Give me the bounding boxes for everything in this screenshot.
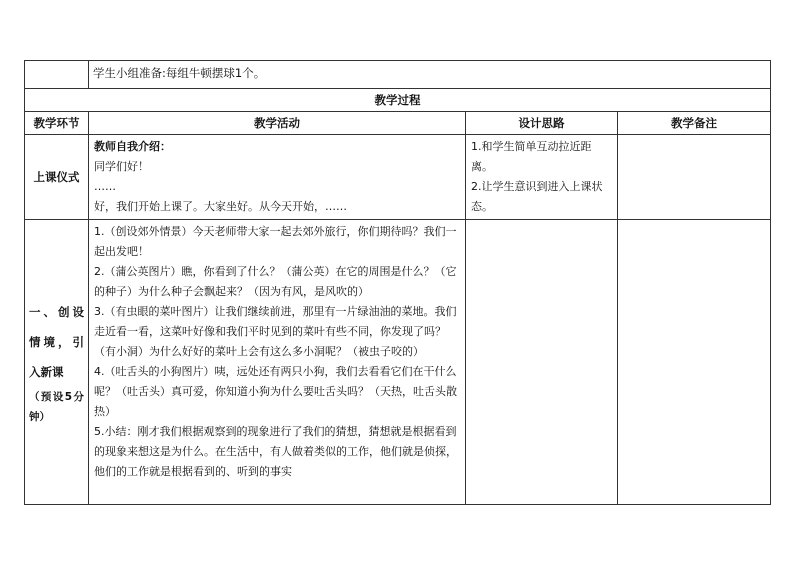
prep-row-empty-cell [25, 61, 89, 89]
section-title-row [25, 89, 771, 112]
design-line: 2.让学生意识到进入上课状态。 [471, 180, 603, 213]
remarks-introduction [618, 220, 771, 505]
activity-line: 5.小结：刚才我们根据观察到的现象进行了我们的猜想，猜想就是根据看到的现象来想这是为什么。在生活中，有人做着类似的工作，他们就是侦探，他们的工作就是根据看到的、听到的事实 [94, 425, 457, 478]
header-activity: 教学活动 [89, 112, 466, 135]
activity-introduction [89, 220, 466, 505]
stage-class-ritual: 上课仪式 [25, 135, 89, 220]
activity-line: 4.（吐舌头的小狗图片）咦，远处还有两只小狗，我们去看看它们在干什么呢？（吐舌头）真可爱，你知道小狗为什么要吐舌头吗？（天热，吐舌头散热） [94, 365, 457, 418]
activity-line: 1.（创设郊外情景）今天老师带大家一起去郊外旅行，你们期待吗？我们一起出发吧！ [94, 225, 457, 258]
activity-class-ritual [89, 135, 466, 220]
activity-line: …… [94, 180, 116, 193]
activity-line: 教师自我介绍： [94, 140, 171, 153]
row-introduction [25, 220, 771, 505]
stage-introduction-title: 一、创设情境，引入新课 [29, 305, 84, 379]
row-class-ritual [25, 135, 771, 220]
section-title: 教学过程 [25, 89, 771, 112]
activity-line: 同学们好！ [94, 160, 149, 173]
design-line: 1.和学生简单互动拉近距离。 [471, 140, 592, 173]
stage-introduction-time: （预设5分钟） [29, 391, 84, 423]
remarks-class-ritual [618, 135, 771, 220]
lesson-plan-table [24, 60, 771, 505]
header-design: 设计思路 [466, 112, 618, 135]
header-row [25, 112, 771, 135]
prep-text: 学生小组准备:每组牛顿摆球1个。 [89, 61, 771, 89]
header-stage: 教学环节 [25, 112, 89, 135]
stage-introduction [25, 220, 89, 505]
design-class-ritual [466, 135, 618, 220]
header-remarks: 教学备注 [618, 112, 771, 135]
activity-line: 2.（蒲公英图片）瞧，你看到了什么？（蒲公英）在它的周围是什么？（它的种子）为什么种子会飘起来？（因为有风，是风吹的） [94, 265, 457, 298]
prep-row [25, 61, 771, 89]
activity-line: 3.（有虫眼的菜叶图片）让我们继续前进，那里有一片绿油油的菜地。我们走近看一看，这菜叶好像和我们平时见到的菜叶有些不同，你发现了吗？（有小洞）为什么好好的菜叶上会有这么多小洞呢？（被虫子咬的） [94, 305, 457, 358]
activity-line: 好，我们开始上课了。大家坐好。从今天开始，…… [94, 200, 347, 213]
design-introduction [466, 220, 618, 505]
activity-introduction-content [94, 222, 460, 502]
